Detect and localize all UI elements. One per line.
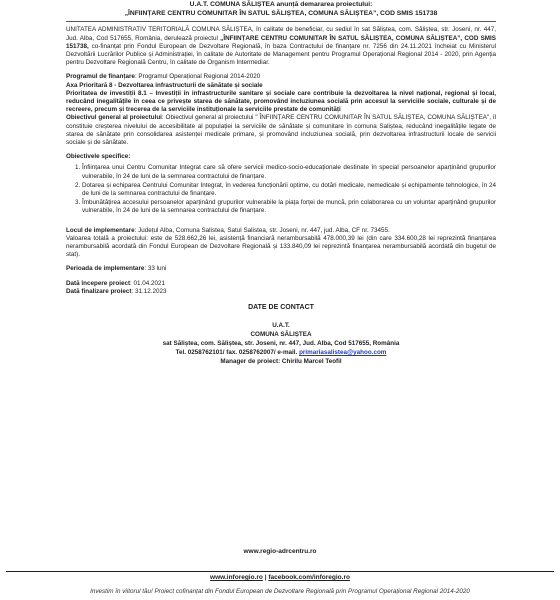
end-date-label: Dată finalizare proiect (66, 287, 132, 295)
general-objective (66, 114, 496, 147)
intro-paragraph (66, 26, 496, 67)
specific-objective-item: 1. Înființarea unui Centru Comunitar Integrat care să ofere servicii medico-socio-educaționale destinate în special persoanelor aparținând grupurilor vulnerabile, în 24 de luni de la semnarea contractului de finanțare. (82, 164, 496, 180)
contact-address: sat Săliștea, com. Săliștea, str. Joseni, nr. 447, Jud. Alba, Cod 517655, România (162, 340, 400, 348)
implementation-period (66, 265, 496, 273)
document-content (66, 0, 496, 366)
specific-objectives-label: Obiectivele specifice: (66, 153, 131, 161)
specific-objectives-list (66, 164, 496, 215)
end-date-value: : 31.12.2023 (131, 287, 167, 295)
regio-website[interactable]: www.regio-adrcentru.ro (243, 548, 317, 555)
footer-tagline: Investim în viitorul tău! Proiect cofinanțat din Fondul European de Dezvoltare Regională prin Programul Operațional Regional 2014-2020 (90, 588, 470, 595)
intro-project-name: „ÎNFIINȚARE CENTRU COMUNITAR ÎN SATUL SĂLIȘTEA, COMUNA SĂLIȘTEA”, COD SMIS 151738, (66, 34, 496, 50)
period-label: Perioada de implementare (66, 265, 145, 273)
contact-commune: COMUNA SĂLIȘTEA (250, 331, 312, 339)
period-value: : 33 luni (144, 265, 167, 273)
start-date (66, 280, 496, 288)
investment-priority: Prioritatea de investiții 8.1 – Investiții în infrastructurile sanitare și sociale care contribuie la dezvoltarea la nivel național, regional și local, reducând inegalitățile în ceea ce privește starea de sănătate, promovând incluziunea socială prin accesul la serviciile sociale, culturale și de recreere, precum și trecerea de la serviciile instituționale la serviciile prestate de comunități (66, 89, 496, 114)
contact-heading: DATE DE CONTACT (248, 304, 314, 312)
program-line (66, 73, 496, 81)
intro-text-1: UNITATEA ADMINISTRATIV TERITORIALĂ COMUNA SĂLIȘTEA, în calitate de beneficiar, cu sediul în sat Săliștea, com. Săliștea, str. Joseni, nr. 447, Jud. Alba, Cod 517655, România, derulează proiectul (66, 26, 496, 42)
start-date-label: Dată începere proiect (66, 279, 131, 287)
inforegio-link[interactable]: www.inforegio.ro (210, 574, 263, 581)
header-divider (66, 21, 496, 22)
contact-phone: Tel. 0258762101/ fax. 0258762007/ e-mail. (175, 349, 300, 357)
contact-phone-line (66, 348, 496, 357)
facebook-link[interactable]: facebook.com/inforegio.ro (268, 574, 350, 581)
program-label: Programul de finanțare (66, 73, 135, 81)
contact-uat: U.A.T. (272, 322, 290, 330)
intro-text-3: co-finanțat prin Fondul European de Dezvoltare Regională, în baza Contractului de finanțare nr. 7256 din 24.11.2021 încheiat cu Ministerul Dezvoltării Lucrărilor Publice și Administrației, în calitate de Autoritate de Management pentru Programul Operațional Regional 2014 - 2020, prin Agenția pentru Dezvoltare Regională Centru, în calitate de Organism Intermediar. (66, 42, 496, 67)
implementation-place-value: : Județul Alba, Comuna Salistea, Satul Salistea, str. Joseni, nr. 447, jud. Alba, CF nr. 73455. (134, 226, 390, 234)
implementation-place-label: Locul de implementare (66, 226, 135, 234)
end-date (66, 288, 496, 296)
footer-divider (6, 571, 554, 572)
specific-objective-item: 3. Îmbunătățirea accesului persoanelor aparținând grupurilor vulnerabile la piața forței de muncă, prin colaborarea cu un voluntar aparținând grupurilor vulnerabile, în 24 de luni de la semnarea contractului de finanțare. (82, 199, 496, 215)
contact-email-link[interactable]: primariasalistea@yahoo.com (299, 349, 387, 357)
priority-axis: Axa Prioritară 8 - Dezvoltarea infrastructurii de sănătate și sociale (66, 81, 263, 89)
project-manager: Manager de proiect: Chirilu Marcel Teofil (220, 358, 342, 366)
general-objective-text: : Obiectivul general al proiectului " ÎNFIINȚARE CENTRU COMUNITAR ÎN SATUL SĂLIȘTEA, COMUNA SĂLIȘTEA", îl constituie creșterea nivelului de accesibilitate al populației la serviciile de sănătate și comunitare în comuna Saliștea, reducând inegalitățile legate de starea de sănătate prin consolidarea asistenței medicale primare, și promovând incluziunea socială, prin dezvoltarea infrastructurii locale de servicii sociale și de sănătate. (66, 114, 496, 147)
general-objective-label: Obiectivul general al proiectului (66, 114, 162, 122)
announcement-title-line1: U.A.T. COMUNA SĂLIȘTEA anunță demararea proiectului: (189, 1, 373, 8)
implementation-place (66, 227, 496, 235)
project-value: Valoarea totală a proiectului: este de 528.662,26 lei, asistență financiară nerambursabilă 478.000,39 lei (din care 334.600,28 lei reprezintă finanțarea nerambursabilă acordată din Fondul European de Dezvoltare Regională și 133.840,09 lei reprezintă finanțarea nerambursabilă acordată din bugetul de stat). (66, 234, 496, 259)
start-date-value: : 01.04.2021 (130, 279, 166, 287)
announcement-title-line2: „ÎNFIINȚARE CENTRU COMUNITAR ÎN SATUL SĂLIȘTEA, COMUNA SĂLIȘTEA”, COD SMIS 151738 (124, 10, 438, 18)
program-value: : Programul Operațional Regional 2014-2020 (134, 73, 261, 81)
footer-separator: | (262, 574, 269, 581)
footer-links (0, 574, 560, 582)
specific-objective-item: 2. Dotarea și echiparea Centrului Comunitar Integrat, în vederea funcționării optime, cu dotări medicale, nemedicale și echipamente tehnologice, în 24 de luni de la semnarea contractului de finanțare. (82, 182, 496, 198)
